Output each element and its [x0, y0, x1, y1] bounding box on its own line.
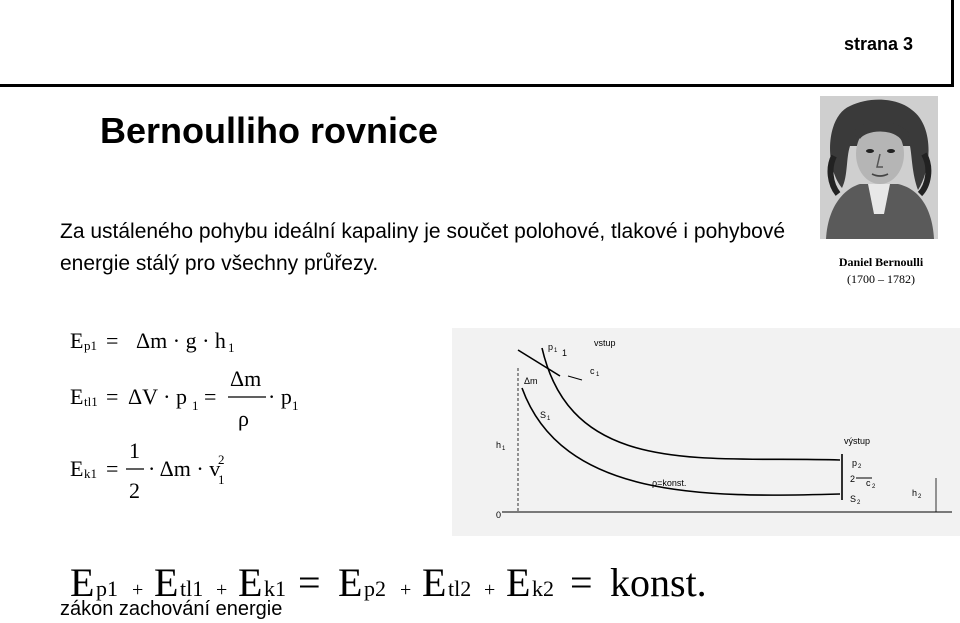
- portrait-name: Daniel Bernoulli: [838, 255, 924, 269]
- ek1-numerator: 1: [129, 438, 140, 463]
- page-title: Bernoulliho rovnice: [100, 110, 439, 151]
- eq-sub-etl1: tl1: [180, 576, 204, 601]
- label-s2-sub: 2: [857, 500, 861, 506]
- label-c2: c: [866, 478, 871, 488]
- label-h2-sub: 2: [918, 494, 922, 500]
- label-one: 1: [562, 348, 568, 358]
- etl1-tail-subscript: 1: [292, 398, 299, 413]
- portrait-years: (1700 – 1782): [847, 272, 915, 286]
- label-two: 2: [850, 474, 856, 484]
- label-rho: ρ=konst.: [652, 478, 687, 488]
- label-s2: S: [850, 494, 857, 504]
- eq-term-ep1: E: [70, 560, 95, 605]
- label-s1-sub: 1: [547, 416, 551, 422]
- intro-text: Za ustáleného pohybu ideální kapaliny je součet polohové, tlakové i pohybové energie stálý pro všechny průřezy.: [60, 220, 786, 275]
- pipe-upper-wall: [542, 348, 840, 460]
- eq-sub-ep2: p2: [364, 576, 386, 601]
- law-caption: zákon zachování energie: [60, 598, 283, 620]
- label-zero: 0: [496, 510, 502, 520]
- formula-ek1: [70, 438, 225, 503]
- energy-formulas: [60, 320, 390, 520]
- etl1-numerator: Δm: [230, 366, 262, 391]
- eq-sub-ep1: p1: [96, 576, 118, 601]
- ek1-denominator: 2: [129, 478, 140, 503]
- eq-sub-ek1: k1: [264, 576, 286, 601]
- label-p1: p: [548, 342, 554, 352]
- eq-equals-1: =: [298, 560, 321, 605]
- ek1-symbol: E: [70, 456, 84, 481]
- ep1-symbol: E: [70, 328, 84, 353]
- label-p2-sub: 2: [858, 464, 862, 470]
- eq-plus-2: +: [216, 579, 228, 601]
- label-vystup: výstup: [844, 436, 871, 446]
- ep1-subscript: p1: [84, 338, 97, 353]
- ep1-equals: =: [106, 328, 119, 353]
- label-s1: S: [540, 410, 547, 420]
- eq-term-ek1: E: [238, 560, 263, 605]
- c1-arrow: [568, 376, 582, 380]
- etl1-mid: ΔV · p: [128, 384, 187, 409]
- label-h2: h: [912, 488, 918, 498]
- eq-term-etl1: E: [154, 560, 179, 605]
- eq-plus-3: +: [400, 579, 412, 601]
- etl1-symbol: E: [70, 384, 84, 409]
- eq-plus-1: +: [132, 579, 144, 601]
- ek1-rhs: · Δm · v: [148, 456, 221, 481]
- ek1-subscript: k1: [84, 466, 97, 481]
- page-number: strana 3: [843, 34, 913, 54]
- ek1-equals: =: [106, 456, 119, 481]
- eq-term-etl2: E: [422, 560, 447, 605]
- etl1-mid-subscript: 1: [192, 398, 199, 413]
- etl1-subscript: tl1: [84, 394, 98, 409]
- ek1-rhs-subscript: 1: [218, 472, 225, 487]
- etl1-denominator: ρ: [238, 406, 249, 431]
- formula-etl1: [70, 366, 299, 431]
- eq-sub-ek2: k2: [532, 576, 554, 601]
- label-h1-sub: 1: [502, 446, 506, 452]
- label-p1-sub: 1: [554, 348, 558, 354]
- label-p2: p: [852, 458, 858, 468]
- portrait-icon: [820, 96, 938, 239]
- label-c1: c: [590, 366, 595, 376]
- eq-constant: konst.: [610, 560, 707, 605]
- ep1-rhs-subscript: 1: [228, 340, 235, 355]
- etl1-tail: · p: [268, 384, 292, 409]
- eq-plus-4: +: [484, 579, 496, 601]
- label-dm: Δm: [524, 376, 538, 386]
- etl1-equals: =: [106, 384, 119, 409]
- ep1-rhs: Δm · g · h: [136, 328, 226, 353]
- label-c1-sub: 1: [596, 372, 600, 378]
- eq-term-ep2: E: [338, 560, 363, 605]
- ek1-rhs-superscript: 2: [218, 452, 225, 467]
- formula-ep1: [70, 328, 235, 355]
- eq-equals-2: =: [570, 560, 593, 605]
- label-vstup: vstup: [594, 338, 616, 348]
- label-h1: h: [496, 440, 502, 450]
- etl1-equals-2: =: [204, 384, 217, 409]
- pipe-flow-diagram: [452, 328, 960, 536]
- page-header: [0, 0, 954, 87]
- eq-sub-etl2: tl2: [448, 576, 472, 601]
- label-c2-sub: 2: [872, 484, 876, 490]
- portrait-caption: [806, 254, 956, 288]
- eq-term-ek2: E: [506, 560, 531, 605]
